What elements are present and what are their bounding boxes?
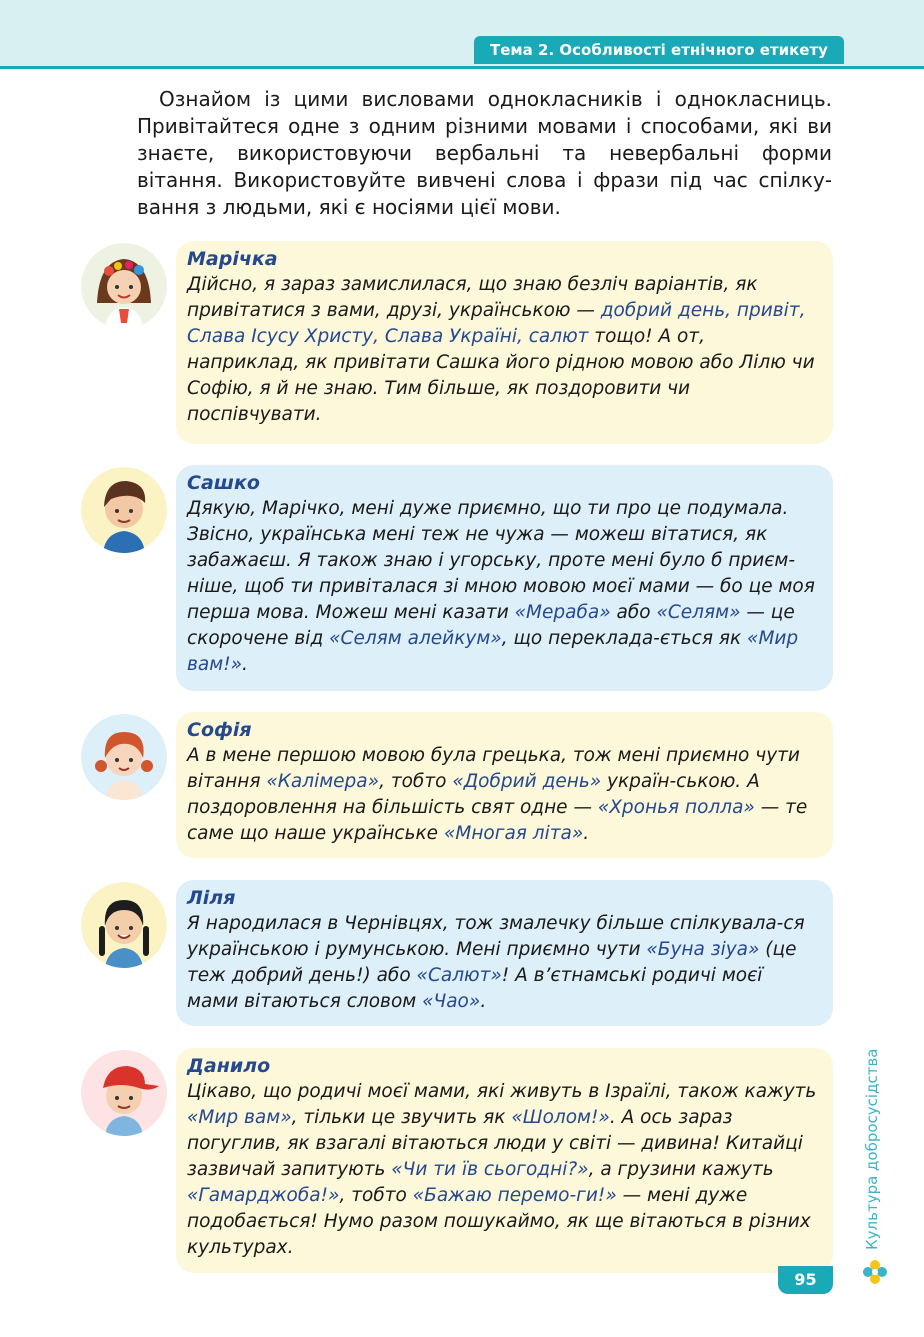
dialog-text-segment: тощо! А от, наприклад, як привітати Сашка його рідною мовою або Лілю чи Софію, я й не знаю. Тим більше, як поздоровити чи поспівчувати. <box>187 326 815 425</box>
section-sidebar <box>855 1050 891 1250</box>
page-number: 95 <box>778 1266 833 1294</box>
greeting-phrase: «Многая літа» <box>443 823 584 844</box>
greeting-phrase: «Калімера» <box>266 771 380 792</box>
intro-text: Ознайом із цими висловами однокласників і однокласниць. Привітайтеся одне з одним різними мовами і способами, які ви знаєте, використовуючи вербальні та невербальні форми вітання. Використовуйте вивчені слова і фрази під час спілку-вання з людьми, які є носіями цієї мови. <box>137 87 832 219</box>
dialog-text-segment: . <box>583 823 590 844</box>
dialog-text-segment: Я народилася в Чернівцях, тож змалечку більше спілкувала-ся українською і румунською. Мені приємно чути <box>187 913 805 960</box>
danylo-avatar <box>81 1050 167 1136</box>
speaker-text <box>187 743 819 847</box>
dialog-text-segment: Дійсно, я зараз замислилася, що знаю безліч варіантів, як привітатися з вами, друзі, українською — <box>187 274 758 321</box>
dialog-text-segment: — те саме що наше українське <box>187 797 808 844</box>
dialog-card-sashko <box>176 465 833 691</box>
sashko-avatar <box>81 467 167 553</box>
dialog-card-danylo <box>176 1048 833 1273</box>
speaker-name: Сашко <box>187 472 260 494</box>
greeting-phrase: «Чи ти їв сьогодні?» <box>391 1159 589 1180</box>
dialog-text-segment: , а грузини кажуть <box>588 1159 774 1180</box>
dialog-text-segment: , тобто <box>379 771 453 792</box>
speaker-text <box>187 911 819 1015</box>
speaker-name: Ліля <box>187 887 236 909</box>
greeting-phrase: «Буна зіуа» <box>646 939 760 960</box>
sofia-avatar <box>81 714 167 800</box>
dialog-text-segment: Цікаво, що родичі моєї мами, які живуть в Ізраїлі, також кажуть <box>187 1081 817 1102</box>
intro-paragraph <box>137 86 832 221</box>
dialog-card-lilya <box>176 880 833 1026</box>
marichka-avatar <box>81 243 167 329</box>
dialog-text-segment: , що переклада-ється як <box>501 628 748 649</box>
greeting-phrase: добрий день, привіт, Слава Ісусу Христу, Слава Україні, салют <box>187 300 806 347</box>
dialog-text-segment: ! А в’єтнамські родичі моєї мами вітаються словом <box>187 965 763 1012</box>
greeting-phrase: «Мир вам» <box>187 1107 292 1128</box>
greeting-phrase: «Шолом!» <box>511 1107 610 1128</box>
speaker-name: Марічка <box>187 248 278 270</box>
greeting-phrase: «Бажаю перемо-ги!» <box>412 1185 617 1206</box>
greeting-phrase: «Мир вам!» <box>187 628 799 675</box>
greeting-phrase: «Салют» <box>416 965 502 986</box>
dialog-text-segment: або <box>610 602 657 623</box>
dialog-text-segment: Дякую, Марічко, мені дуже приємно, що ти про це подумала. Звісно, українська мені теж не чужа — можеш вітатися, як забажаєш. Я також знаю і угорську, проте мені було б приєм-ніше, щоб ти привіталася зі мною мовою моєї мами — бо це моя перша мова. Можеш мені казати <box>187 498 815 623</box>
dialog-text-segment: . <box>480 991 487 1012</box>
greeting-phrase: «Хронья полла» <box>597 797 755 818</box>
dialog-text-segment: — мені дуже подобається! Нумо разом пошукаймо, як ще вітаються в різних культурах. <box>187 1185 811 1258</box>
greeting-phrase: «Чао» <box>422 991 481 1012</box>
greeting-phrase: «Добрий день» <box>452 771 602 792</box>
speaker-name: Софія <box>187 719 252 741</box>
greeting-phrase: «Селям» <box>656 602 741 623</box>
dialog-text-segment: — це скорочене від <box>187 602 795 649</box>
dialog-card-marichka <box>176 241 833 444</box>
speaker-text <box>187 272 819 428</box>
dialog-text-segment: , тобто <box>339 1185 413 1206</box>
greeting-phrase: «Мераба» <box>514 602 611 623</box>
greeting-phrase: «Гамарджоба!» <box>187 1185 340 1206</box>
lilya-avatar <box>81 882 167 968</box>
dialog-card-sofia <box>176 712 833 858</box>
flower-icon <box>861 1258 889 1286</box>
section-label: Культура добросусідства <box>863 1048 881 1250</box>
dialog-text-segment: україн-ською. А поздоровлення на більшість свят одне — <box>187 771 760 818</box>
dialog-text-segment: А в мене першою мовою була грецька, тож мені приємно чути вітання <box>187 745 800 792</box>
dialog-text-segment: . <box>242 654 248 675</box>
greeting-phrase: «Селям алейкум» <box>329 628 502 649</box>
dialog-text-segment: (це теж добрий день!) або <box>187 939 797 986</box>
topic-tab: Тема 2. Особливості етнічного етикету <box>474 36 844 64</box>
speaker-text <box>187 1079 819 1261</box>
dialog-text-segment: , тільки це звучить як <box>291 1107 512 1128</box>
speaker-text <box>187 496 819 678</box>
speaker-name: Данило <box>187 1055 271 1077</box>
dialog-text-segment: . А ось зараз погуглив, як взагалі вітаються люди у світі — дивина! Китайці зазвичай запитують <box>187 1107 803 1180</box>
